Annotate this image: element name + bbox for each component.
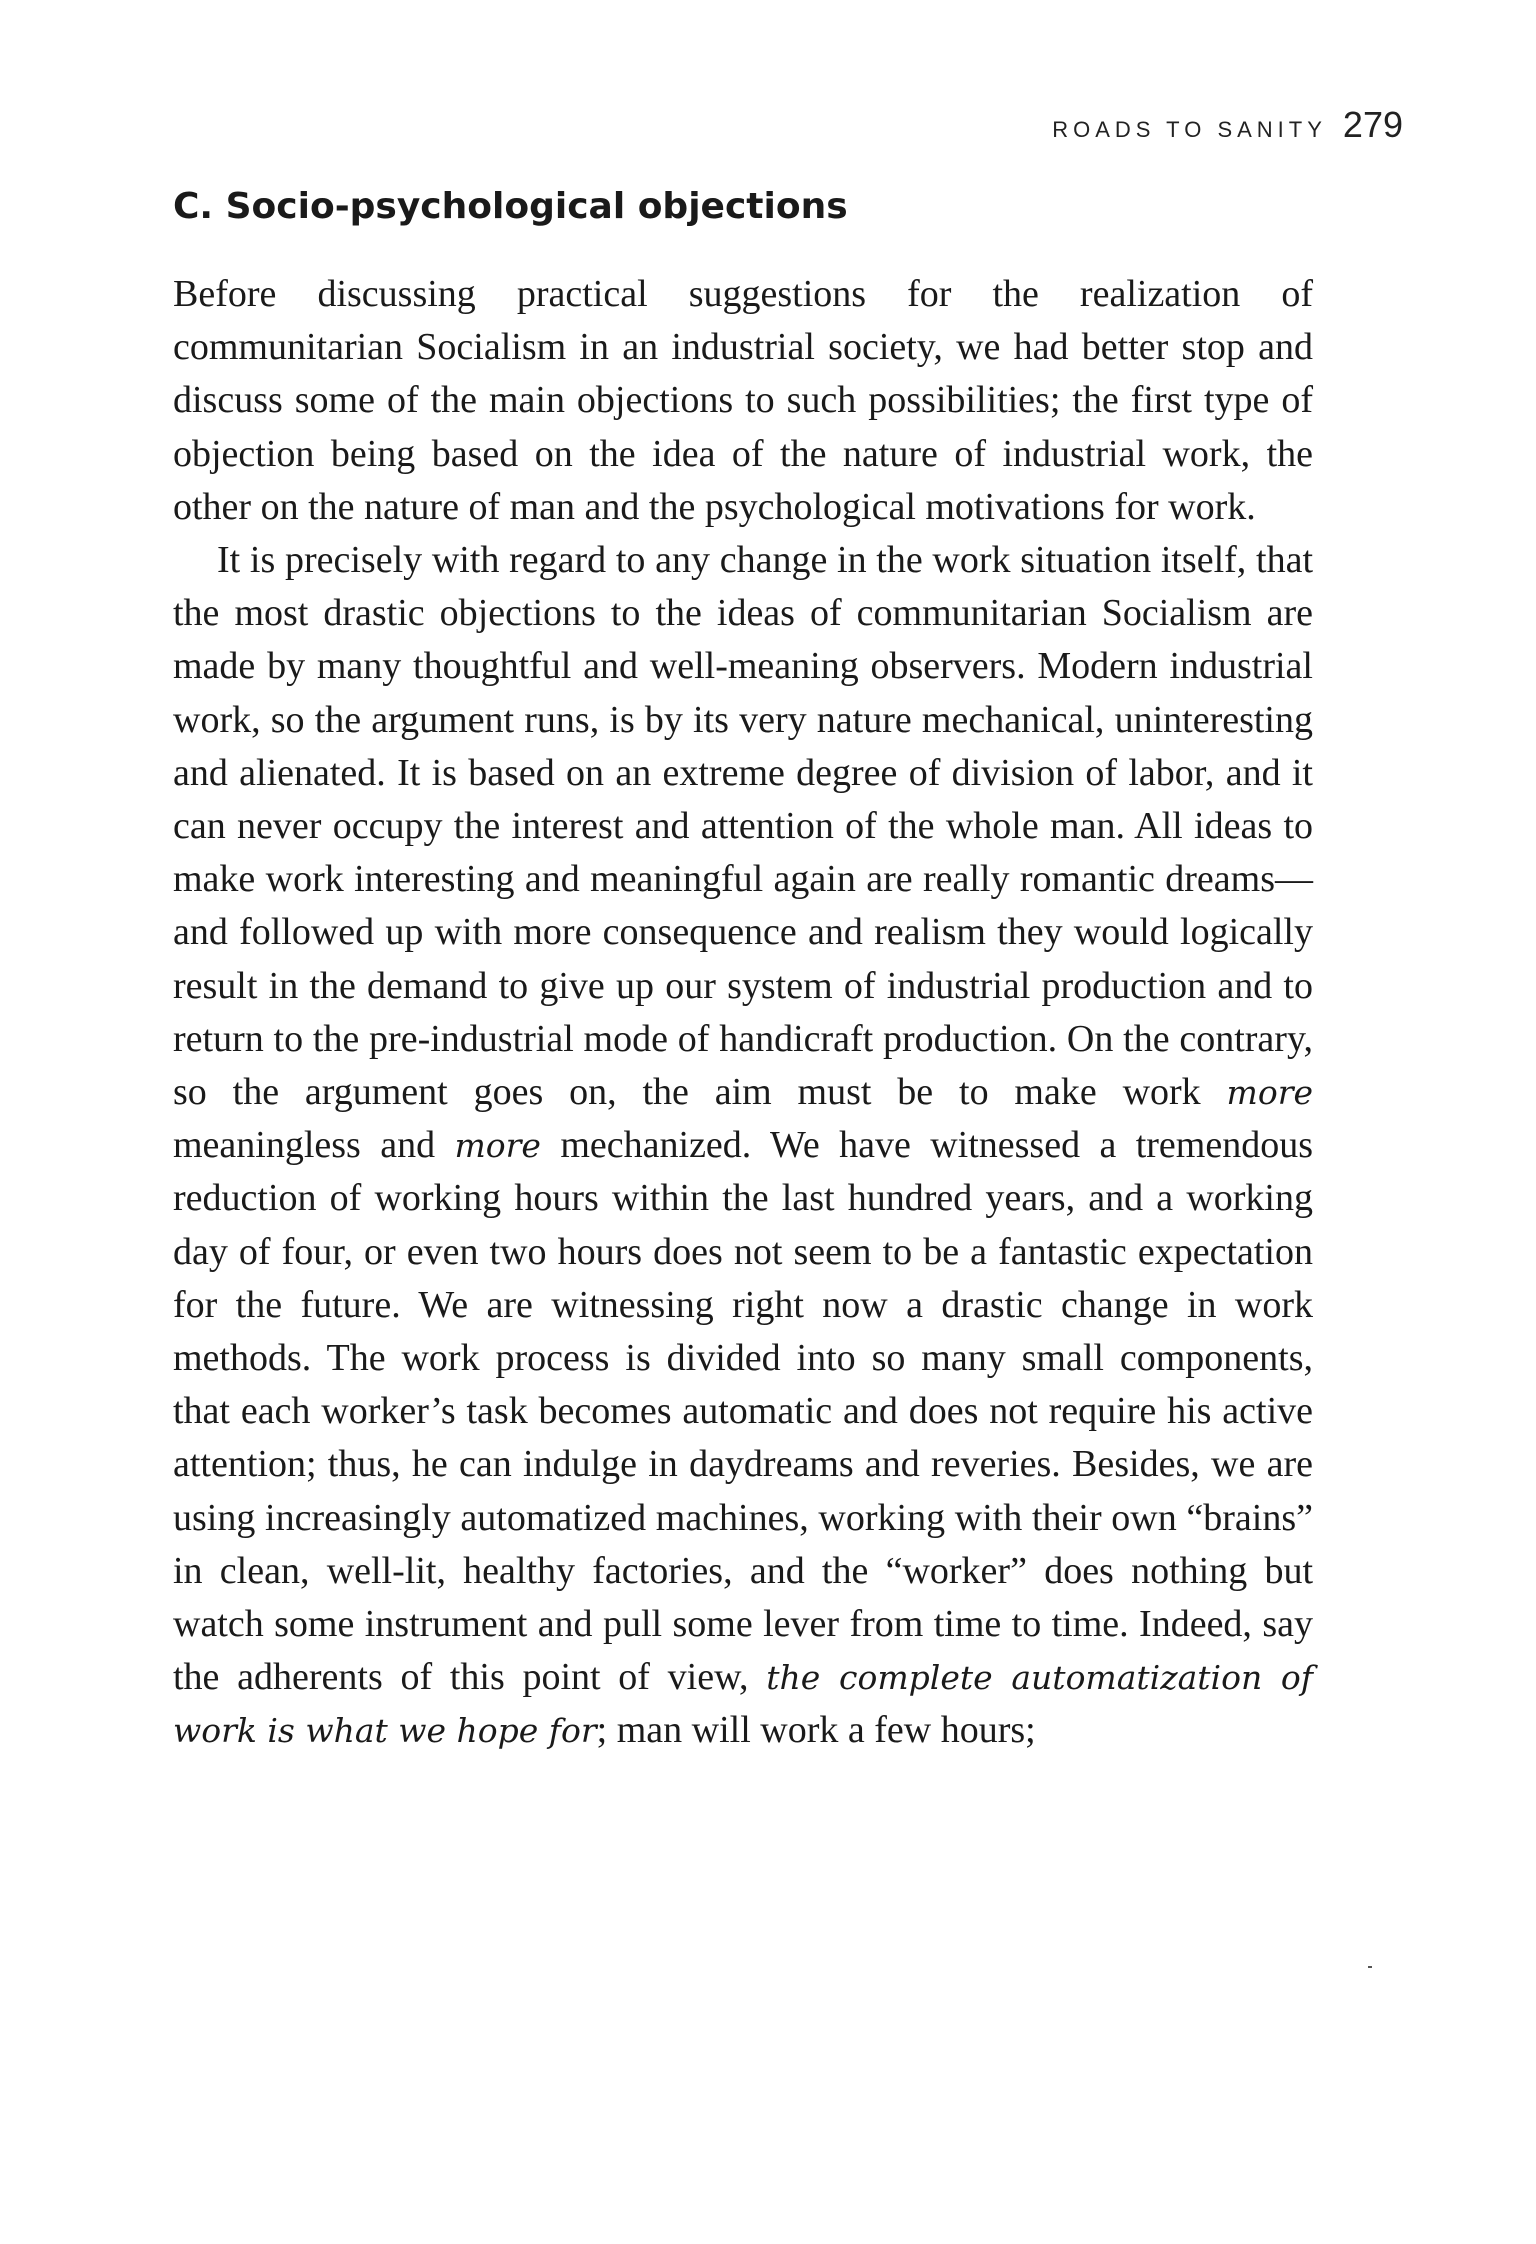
page-number: 279 — [1342, 104, 1403, 145]
body-text — [173, 268, 1313, 1758]
emphasis-automatization: the complete automatization of work is what we hope for — [173, 1658, 1314, 1751]
paragraph-2-part-1: It is precisely with regard to any change in the work situation itself, that the most drastic objections to the ideas of communitarian Socialism are made by many thoughtful and well-meaning observers. Modern industrial work, so the argument runs, is by its very nature mechanical, uninteresting and alienated. It is based on an extreme degree of division of labor, and it can never occupy the interest and attention of the whole man. All ideas to make work interesting and meaningful again are really romantic dreams—and followed up with more consequence and realism they would logically result in the demand to give up our system of industrial production and to return to the pre-industrial mode of handicraft production. On the contrary, so the argument goes on, the aim must be to make work — [173, 539, 1313, 1114]
emphasis-more-2: more — [454, 1126, 541, 1166]
paragraph-2 — [173, 534, 1313, 1758]
running-head — [1052, 104, 1403, 146]
section-heading: C. Socio-psychological objections — [173, 186, 848, 227]
margin-speck — [1368, 1966, 1372, 1968]
emphasis-more-1: more — [1226, 1073, 1313, 1113]
paragraph-2-part-4: ; man will work a few hours; — [596, 1709, 1036, 1752]
paragraph-2-part-2: meaningless and — [173, 1124, 455, 1167]
paragraph-1: Before discussing practical suggestions for the realization of communitarian Socialism in an industrial society, we had better stop and discuss some of the main objections to such possibilities; the first type of objection being based on the idea of the nature of industrial work, the other on the nature of man and the psychological motivations for work. — [173, 273, 1313, 528]
running-title: ROADS TO SANITY — [1052, 117, 1327, 142]
paragraph-2-part-3: mechanized. We have witnessed a tremendous reduction of working hours within the last hundred years, and a working day of four, or even two hours does not seem to be a fantastic expectation for the future. We are witnessing right now a drastic change in work methods. The work process is divided into so many small components, that each worker’s task becomes automatic and does not require his active attention; thus, he can indulge in daydreams and reveries. Besides, we are using increasingly automatized machines, working with their own “brains” in clean, well-lit, healthy factories, and the “worker” does nothing but watch some instrument and pull some lever from time to time. Indeed, say the adherents of this point of view, — [173, 1124, 1313, 1699]
